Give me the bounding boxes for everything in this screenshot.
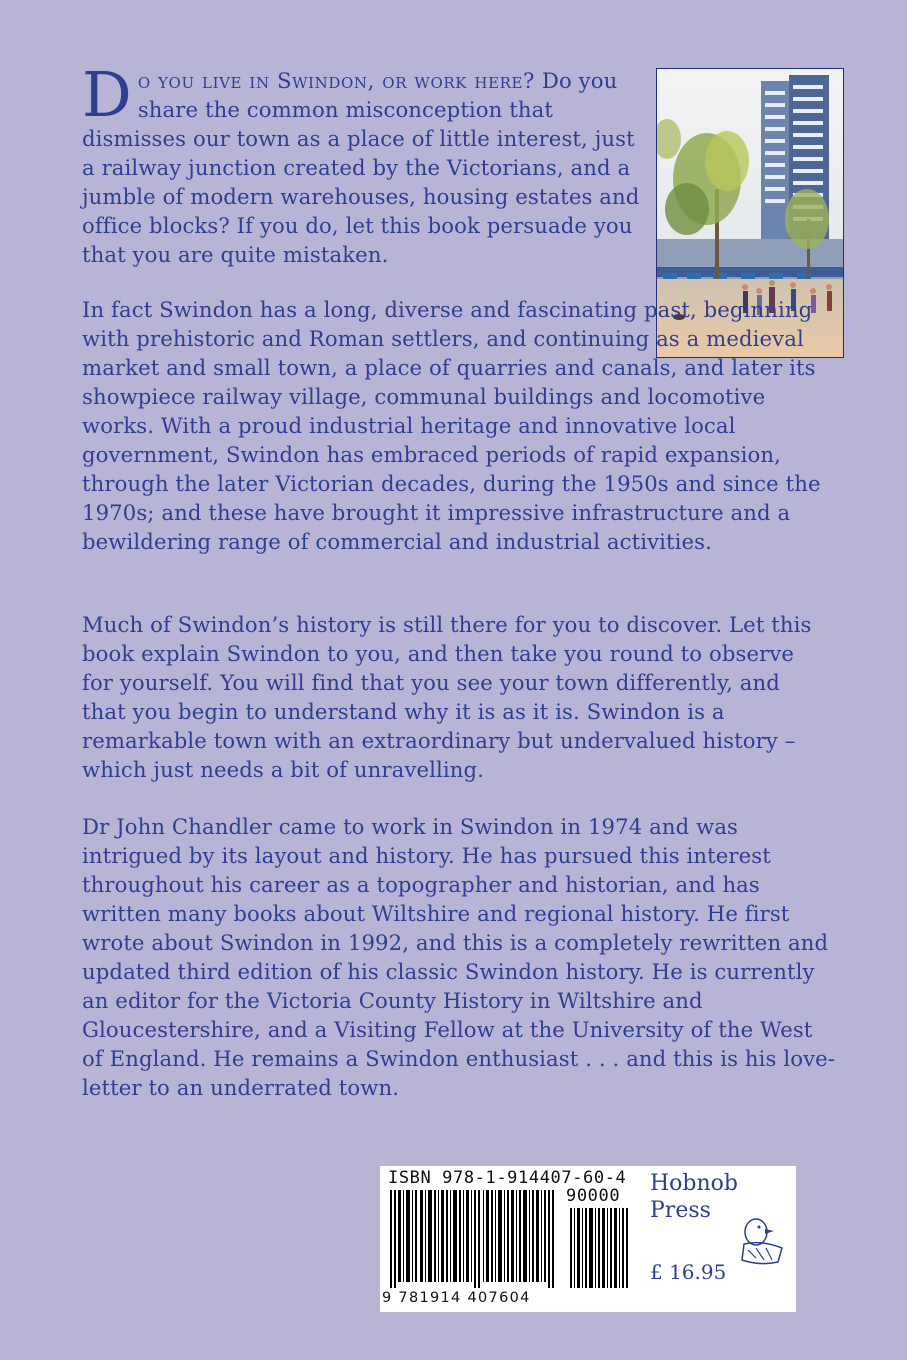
- publisher-name: [650, 1170, 746, 1224]
- publisher-box: [640, 1166, 796, 1312]
- hobnob-bird-logo-icon: [734, 1214, 792, 1266]
- price: £ 16.95: [650, 1260, 727, 1284]
- opening-line: o you live in Swindon, or work here?: [137, 68, 536, 93]
- isbn-label: ISBN 978-1-914407-60-4: [388, 1168, 627, 1188]
- price-addon-code: 90000: [566, 1186, 621, 1206]
- publisher-name-line-1: Hobnob: [650, 1171, 739, 1196]
- paragraph-1-text: Do you share the common misconception that dismisses our town as a place of little interest, just a railway junction created by the Victorians, and a jumble of modern warehouses, housing estates and office blocks? If you do, let this book persuade you that you are quite mistaken.: [82, 68, 640, 267]
- publisher-name-line-2: Press: [650, 1198, 711, 1223]
- blurb-paragraph-1: [82, 58, 642, 269]
- blurb-paragraph-3: [82, 610, 817, 784]
- blurb-paragraph-4: [82, 812, 837, 1102]
- isbn-barcode: [380, 1166, 640, 1312]
- dropcap: D: [82, 58, 132, 131]
- paragraph-2-text: In fact Swindon has a long, diverse and fascinating past, beginning with prehistoric and Roman settlers, and continuing as a medieval market and small town, a place of quarries and canals, and later its showpiece railway village, communal buildings and locomotive works. With a proud industrial heritage and innovative local government, Swindon has embraced periods of rapid expansion, through the later Victorian decades, during the 1950s and since the 1970s; and these have brought it impressive infrastructure and a bewildering range of commercial and industrial activities.: [82, 297, 821, 554]
- author-bio-text: Dr John Chandler came to work in Swindon in 1974 and was intrigued by its layout and history. He has pursued this interest throughout his career as a topographer and historian, and has written many books about Wiltshire and regional history. He first wrote about Swindon in 1992, and this is a completely rewritten and updated third edition of his classic Swindon history. He is currently an editor for the Victoria County History in Wiltshire and Gloucestershire, and a Visiting Fellow at the University of the West of England. He remains a Swindon enthusiast . . . and this is his love-letter to an underrated town.: [82, 814, 836, 1100]
- ean-digits: 9 781914 407604: [382, 1290, 531, 1306]
- paragraph-3-text: Much of Swindon’s history is still there for you to discover. Let this book explain Swindon to you, and then take you round to observe for yourself. You will find that you see your town differently, and that you begin to understand why it is as it is. Swindon is a remarkable town with an extraordinary but undervalued history – which just needs a bit of unravelling.: [82, 612, 812, 782]
- blurb-paragraph-2: [82, 295, 842, 556]
